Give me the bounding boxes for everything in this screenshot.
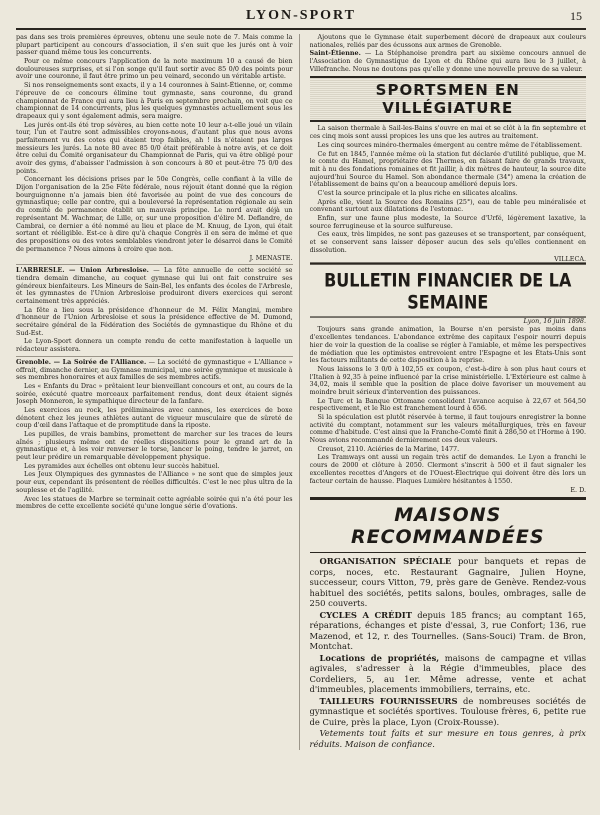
article-signature: J. MENASTE.: [249, 254, 293, 263]
grenoble-p5: Les Jeux Olympiques des gymnastes de l'Alliance » ne sont que de simples jeux pour eux, cependant ils présentent de réelles difficultés. C'est le nec plus ultra de la souplesse et de l'agilité.: [16, 470, 293, 494]
arbresle-p1: La fête a lieu sous la présidence d'honneur de M. Félix Mangini, membre d'honneur de l'Union Arbresloise et sous la présidence effective de M. Dumond, secrétaire général de la Fédération des Sociétés de gymnastique du Rhône et du Sud-Est.: [16, 305, 293, 337]
grenoble-p2: Les exercices au rock, les préliminaires avec cannes, les exercices de boxe dénotent chez les jeunes athlètes autant de vigueur musculaire que de sûreté de coup d'œil dans l'attaque et de promptitude dans la riposte.: [16, 405, 293, 430]
bulletin-p5: Les Tramways ont aussi un regain très actif de demandes. Le Lyon a franchi le cours de 2000 et clôture à 2050. Clermont s'inscrit à 500 et il faut signaler les excellentes recettes d'Angers et de l'Ouest-Électrique qui doivent être dès lors un facteur certain de hausse. Plaques Lumière hésitantes à 1550.: [309, 453, 586, 485]
masthead: [16, 4, 586, 30]
bulletin-article: [310, 317, 587, 494]
grenoble-title: Grenoble. — La Soirée de l'Alliance.: [16, 357, 147, 366]
article-paragraph: Pour ce même concours l'application de la note maximum 10 a causé de bien douloureuses surprises, et si l'on songe qu'il faut sortir avec 85 0/0 des points pour avoir une couronne, il faut être primo un peu veinard, secondo un véritable artiste.: [16, 57, 293, 81]
article-paragraph: Les jurés ont-ils été trop sévères, au bien cette note 10 leur a-t-elle joué un vilain tour, l'un et l'autre sont admissibles croyons-nous, d'autant plus que nous avons parfaitement vu des cotes qui étaient trop faibles, ah ! ils n'étaient pas larges messieurs les jurés. La note 80 avec 85 0/0 était préférable à notre avis, et ce doit être celui du Comité organisateur du Championnat de Paris, qui va être obligé pour avoir des gyms, d'abaisser l'admission à son concours à 80 et peut-être 75 0/0 des points.: [16, 120, 293, 175]
villegiature-p0: La saison thermale à Sail-les-Bains s'ouvre en mai et se clôt à la fin septembre et ces cinq mois sont aussi propices les uns que les autres au traitement.: [309, 124, 586, 141]
newspaper-title: LYON-SPORT: [245, 8, 356, 23]
gymnastics-article: [16, 34, 293, 253]
left-column: [16, 34, 300, 750]
arbresle-p0: — La fête annuelle de cette société se tiendra demain dimanche, au coquet gymnase qui lui ont fait construire ses généreux bienfaiteurs. Les Mineurs de Sain-Bel, les enfants des écoles de l'Arbresle, et les gymnastes de l'Union Arbresloise produiront divers exercices qui seront certainement très appréciés.: [16, 266, 293, 305]
ad-item: [310, 610, 587, 652]
ad-lead: ORGANISATION SPÉCIALE: [319, 556, 452, 567]
grenoble-p6: Avec les statues de Marbre se terminait cette agréable soirée qui n'a été pour les membres de cette excellente société qu'une longue série d'ovations.: [16, 494, 293, 511]
ad-text: pour banquets et repas de corps, noces, etc. Restaurant Gagnaire, Julien Hoyne, successeur, cours Vitton, 79, près gare de Genève. Rendez-vous habituel des sociétés, petits salons, boules, ombrages, salle de 250 couverts.: [309, 556, 586, 609]
ad-item: [310, 696, 587, 728]
arbresle-title: L'ARBRESLE. — Union Arbresloise.: [16, 266, 149, 275]
right-column: [310, 34, 587, 750]
bulletin-signature: E. D.: [570, 486, 586, 495]
villegiature-banner: SPORTSMEN EN VILLÉGIATURE: [310, 76, 587, 122]
ad-lead: TAILLEURS FOURNISSEURS: [319, 695, 458, 706]
grenoble-article: [16, 359, 293, 511]
maisons-banner: MAISONS RECOMMANDÉES: [310, 497, 587, 553]
grenoble-p4: Les pyramides aux échelles ont obtenu leur succès habituel.: [24, 461, 220, 470]
ad-item: [310, 728, 587, 749]
bulletin-banner: BULLETIN FINANCIER DE LA SEMAINE: [310, 263, 587, 318]
bulletin-date: Lyon, 16 juin 1898.: [523, 317, 586, 326]
arbresle-article: [16, 267, 293, 354]
grenoble-continued: Ajoutons que le Gymnase était superbement décoré de drapeaux aux couleurs nationales, reliés par des écussons aux armes de Grenoble.: [309, 34, 586, 49]
villegiature-signature: VILLECA.: [554, 255, 586, 264]
article-paragraph: Concernant les décisions prises par le 50e Congrès, celle confiant à la ville de Dijon l'organisation de la 25e Fête fédérale, nous réjouit étant donné que la région bourguignonne n'a jamais bien été favorisée au point de vue des concours de gymnastique; celle par contre, qui a bouleversé la représentation régionale au sein du comité de permanence établit un mauvais principe. Le nord avait déjà un représentant M. Wachmar, de Lille, or, sur une proposition d'élire M. Deflandre, de Cambrai, ce dernier a été nommé au lieu et place de M. Knuug, de Lyon, qui était sortant et rééligible. Est-ce à dire qu'à chaque Congrès il en sera de même et que des propositions ou des votes semblables viendront jeter le désarroi dans le Comité de permanence ? Nous aimons à croire que non.: [16, 175, 293, 253]
grenoble-p0: — La société de gymnastique « L'Alliance » offrait, dimanche dernier, au Gymnase municipal, une soirée gymnique et musicale à ses membres honoraires et aux familles de ses membres actifs.: [16, 357, 293, 382]
ad-text: depuis 185 francs; au comptant 165, réparations, échanges et piste d'essai, 3, rue Confort; 136, rue Mazenod, et 12, r. des Tournelles. (Sans-Souci) Tram. de Bron, Montchat.: [309, 609, 586, 652]
ad-item: [310, 556, 587, 609]
grenoble-p1: Les « Enfants du Drac » prêtaient leur bienveillant concours et ont, au cours de la soirée, exécuté quatre morceaux parfaitement rendus, dont deux étaient signés Joseph Monneron, le sympathique directeur de la fanfare.: [16, 381, 293, 406]
villegiature-p4: Après elle, vient la Source des Romains (25°), eau de table peu minéralisée et convenant surtout aux dilatations de l'estomac.: [309, 197, 586, 214]
recommended-houses: [310, 556, 587, 749]
ad-text: de nombreuses sociétés de gymnastique et sociétés sportives. Toulouse frères, 6, petite rue de Cuire, près la place, Lyon (Croix-Rousse).: [309, 695, 586, 727]
ad-item: [310, 653, 587, 695]
bulletin-p2: Le Turc et la Banque Ottomane consolident l'avance acquise à 22,67 et 564,50 respectivement, et le Rio est franchement lourd à 656.: [309, 396, 586, 413]
article-paragraph: Si nos renseignements sont exacts, il y a 14 couronnes à Saint-Étienne, or, comme l'épreuve de ce concours élimine tout gymnaste, sans couronne, du grand championnat de France qui aura lieu à Paris en septembre prochain, on voit que ce championnat de 14 concurrents, plus les quelques gymnastes actuellement sous les drapeaux qui y sont également admis, sera maigre.: [16, 81, 293, 120]
bulletin-p0: Toujours sans grande animation, la Bourse n'en persiste pas moins dans d'excellentes tendances. L'abondance extrême des capitaux l'espoir nourri depuis hier de voir la question de la coalise se régler à l'amiable, et même les perspectives de médiation que les optimistes entrevoient entre l'Espagne et les États-Unis sont les facteurs militants de cette disposition à la reprise.: [309, 325, 586, 365]
ad-text: maisons de campagne et villas agivales, s'adresser à la Régie d'immeubles, place des Cordeliers, 5, au 1er. Même adresse, vente et achat d'immeubles, placements immobiliers, terrains, etc.: [309, 652, 586, 695]
ad-text: Vetements tout faits et sur mesure en tous genres, à prix réduits. Maison de confiance.: [309, 728, 586, 749]
villegiature-p5: Enfin, sur une faune plus modeste, la Source d'Urfé, légèrement laxative, la source ferrugineuse et la source sulfureuse.: [309, 214, 586, 230]
villegiature-p1: Les cinq sources minéro-thermales émergent au centre même de l'établissement.: [317, 140, 583, 149]
bulletin-p4: Creusot, 2110. Aciéries de la Marine, 1477.: [317, 444, 460, 453]
bulletin-p1: Nous laissons le 3 0/0 à 102,55 ex coupon, c'est-à-dire à son plus haut cours et l'Italien à 92,35 à peine influencé par la crise ministérielle. L'Extérieure est calme à 34,02, mais il semble que la position de place doive favoriser un mouvement au moindre bruit sérieux d'intervention des puissances.: [309, 364, 586, 396]
bulletin-p3: Si la spéculation est plutôt réservée à terme, il faut toujours enregistrer la bonne activité du comptant, notamment sur les valeurs métallurgiques, très en faveur comme d'habitude. C'est ainsi que la Franche-Comté finit à 286,50 et l'Horme à 190. Nous avions recommandé dernièrement ces deux valeurs.: [309, 413, 586, 445]
grenoble-p3: Les pupilles, de vrais bambins, promettent de marcher sur les traces de leurs aînés ; plusieurs même ont de réelles dispositions pour le grand art de la gymnastique et, à les voir renverser le torse, lancer le poing, tendre le jarret, on peut leur prédire un remarquable développement physique.: [16, 430, 293, 462]
arbresle-p2: Le Lyon-Sport donnera un compte rendu de cette manifestation à laquelle un rédacteur assistera.: [16, 337, 293, 354]
villegiature-p2: Ce fut en 1845, l'année même où la station fut déclarée d'utilité publique, que M. le comte du Hamel, propriétaire des Thermes, en faisant faire de grands travaux, mit à nu des fondations romaines et fit jaillir, à dix mètres de hauteur, la source dite aujourd'hui Source du Hamel. Son abondance thermale (34°) amena la création de l'établissement de bains qu'on a beaucoup amélioré depuis lors.: [309, 149, 586, 189]
villegiature-article: [310, 125, 587, 263]
st-etienne-title: Saint-Étienne.: [309, 49, 361, 58]
villegiature-p6: Ces eaux, très limpides, ne sont pas gazeuses et se transportent, par conséquent, et se conservent sans laisser déposer aucun des sels qu'elles contiennent en dissolution.: [309, 230, 586, 254]
villegiature-p3: C'est la source principale et la plus riche en silicates alcalins.: [317, 188, 518, 197]
article-paragraph: pas dans ses trois premières épreuves, obtenu une seule note de 7. Mais comme la plupart participent au concours d'association, il s'en suit que les jurés ont à voir passer quand même tous les concurrents.: [16, 34, 293, 57]
st-etienne-text: — La Stéphanoise prendra part au sixième concours annuel de l'Association de Gymnastique de Lyon et du Rhône qui aura lieu le 3 juillet, à Villefranche. Nous ne doutons pas qu'elle y donne une nouvelle preuve de sa valeur.: [309, 49, 586, 73]
st-etienne-article: [310, 50, 587, 73]
ad-lead: CYCLES A CRÉDIT: [319, 609, 412, 620]
ad-lead: Locations de propriétés,: [319, 652, 440, 663]
page-number: 15: [570, 9, 582, 23]
